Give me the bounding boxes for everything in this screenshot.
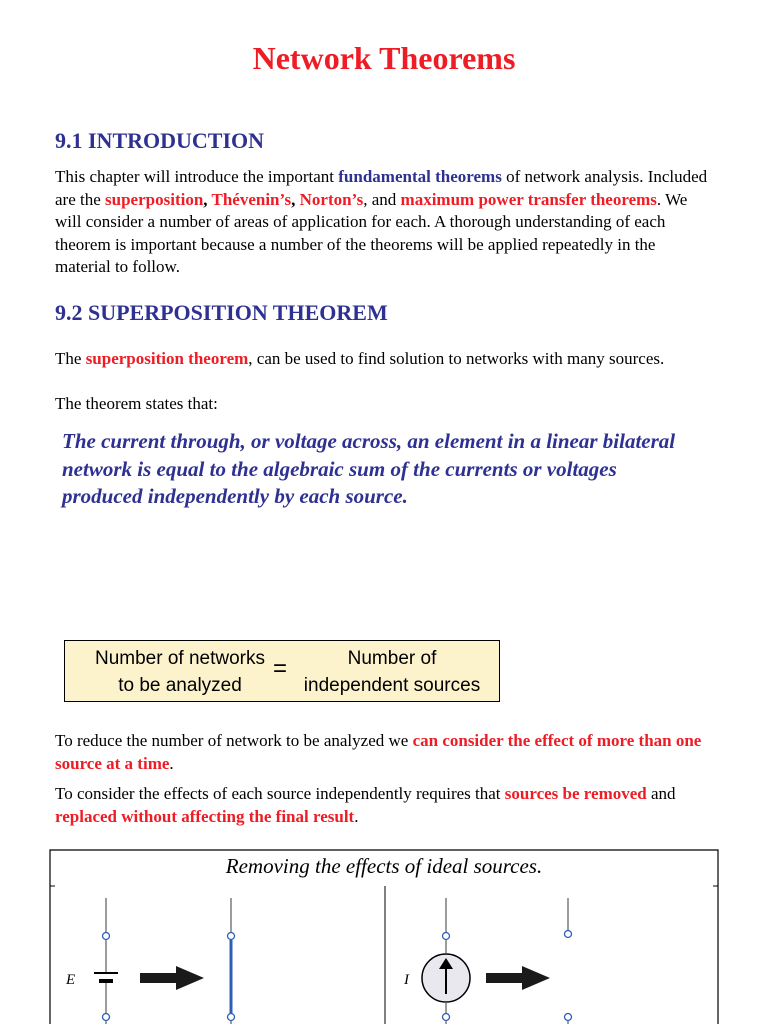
figure-caption: Removing the effects of ideal sources.	[225, 854, 543, 878]
text-run: ,	[291, 189, 300, 209]
arrow-right-icon	[140, 966, 204, 990]
formula-rhs	[297, 645, 487, 699]
intro-paragraph	[55, 166, 715, 279]
text-run: and	[646, 784, 676, 803]
highlight-consider-effect: can consider the effect of more than one source at a time	[55, 731, 702, 773]
formula-lhs-line1: Number of networks	[94, 648, 265, 669]
text-run: .	[354, 806, 359, 826]
text-run: To reduce the number of network to be analyzed we	[55, 731, 413, 750]
theorem-statement: The current through, or voltage across, an element in a linear bilateral network is equal to the algebraic sum of the currents or voltages produced independently by each source.	[62, 429, 676, 508]
removing-sources-figure	[0, 848, 768, 1024]
formula-equals: =	[273, 655, 288, 682]
theorem-states-line: The theorem states that:	[55, 394, 218, 413]
text-run: To consider the effects of each source independently requires that	[55, 784, 505, 803]
terminal	[443, 1014, 450, 1021]
voltage-label: E	[66, 972, 76, 988]
terminal	[103, 1014, 110, 1021]
text-run: . We will consider a number of areas of application for each. A thorough understanding of each theorem is important because a number of the theorems will be applied repeatedly in the material to follow.	[55, 189, 688, 276]
text-run: of network analysis. Included are the	[55, 167, 708, 209]
highlight-thevenin: Thévenin’s	[211, 189, 292, 209]
text-run: The	[55, 349, 86, 368]
page-title: Network Theorems	[252, 40, 516, 76]
current-label: I	[404, 972, 409, 988]
superposition-paragraph	[55, 348, 715, 371]
highlight-sources-removed: sources be removed	[504, 784, 647, 803]
text-run: This chapter will introduce the important	[55, 167, 339, 186]
formula-box	[64, 640, 500, 702]
highlight-fundamental-theorems: fundamental theorems	[338, 167, 502, 186]
highlight-norton: Norton’s	[299, 189, 364, 209]
formula-lhs-line2: to be analyzed	[118, 675, 242, 696]
arrow-right-icon	[486, 966, 550, 990]
effects-paragraph	[55, 783, 715, 828]
text-run: .	[169, 753, 174, 773]
text-run: , and	[363, 189, 401, 209]
text-run: ,	[203, 189, 212, 209]
highlight-max-power: maximum power transfer theorems	[400, 189, 657, 209]
terminal	[443, 933, 450, 940]
highlight-superposition: superposition	[105, 189, 204, 209]
highlight-superposition-theorem: superposition theorem	[85, 349, 249, 368]
section-heading-superposition: 9.2 SUPERPOSITION THEOREM	[55, 300, 388, 325]
reduce-paragraph	[55, 730, 715, 775]
terminal	[228, 933, 235, 940]
terminal	[565, 931, 572, 938]
text-run: , can be used to find solution to networks with many sources.	[248, 349, 665, 368]
formula-lhs	[75, 645, 288, 699]
terminal	[565, 1014, 572, 1021]
terminal	[228, 1014, 235, 1021]
formula-rhs-line1: Number of	[347, 648, 437, 669]
terminal	[103, 933, 110, 940]
section-heading-introduction: 9.1 INTRODUCTION	[55, 128, 265, 153]
highlight-replaced: replaced without affecting the final result	[55, 806, 355, 826]
formula-rhs-line2: independent sources	[303, 675, 481, 696]
